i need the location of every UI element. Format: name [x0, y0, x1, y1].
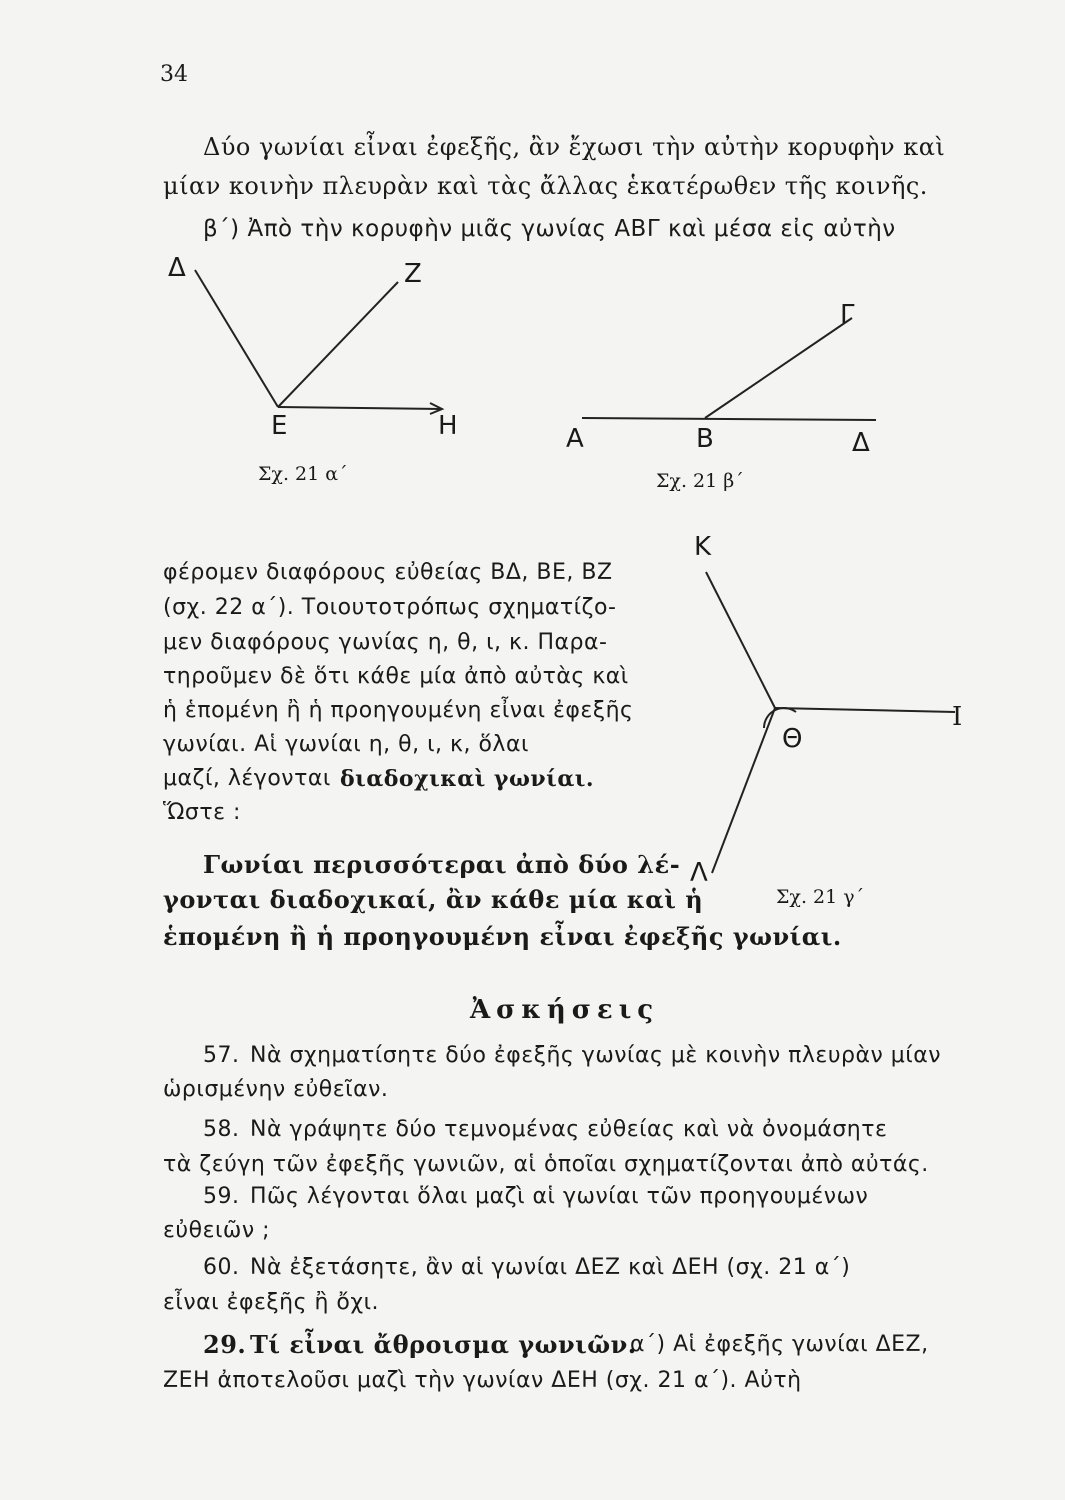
- caption-21b: Σχ. 21 β΄: [656, 470, 744, 492]
- exercise-58-line-2: τὰ ζεύγη τῶν ἐφεξῆς γωνιῶν, αἱ ὁποῖαι σχηματίζονται ἀπὸ αὐτάς.: [163, 1152, 929, 1177]
- para-line-4: τηροῦμεν δὲ ὅτι κάθε μία ἀπὸ αὐτὰς καὶ: [163, 664, 629, 689]
- label-gamma: Γ: [840, 300, 855, 330]
- label-iota: Ι: [952, 702, 963, 732]
- definition-line-2: γονται διαδοχικαί, ἂν κάθε μία καὶ ἡ: [163, 885, 704, 914]
- label-delta: Δ: [168, 253, 186, 283]
- exercise-60-line-2: εἶναι ἐφεξῆς ἢ ὄχι.: [163, 1290, 380, 1315]
- label-lambda: Λ: [690, 858, 708, 888]
- section-title: Τί εἶναι ἄθροισμα γωνιῶν.: [250, 1330, 637, 1359]
- figure-21c: [706, 572, 955, 873]
- ray-EZ: [278, 282, 398, 407]
- exercise-60-num: 60.: [203, 1255, 240, 1280]
- label-eta: Η: [438, 411, 458, 441]
- para-line-7: μαζί, λέγονται: [163, 766, 331, 791]
- exercise-57-line-2: ὡρισμένην εὐθεῖαν.: [163, 1077, 389, 1102]
- line-AD: [582, 418, 876, 420]
- caption-21a: Σχ. 21 α΄: [258, 463, 348, 485]
- para-line-1: φέρομεν διαφόρους εὐθείας ΒΔ, ΒΕ, ΒΖ: [163, 560, 613, 585]
- section-line-1-rest: α΄) Αἱ ἐφεξῆς γωνίαι ΔΕΖ,: [630, 1332, 929, 1357]
- label-kappa: Κ: [694, 532, 712, 562]
- label-beta: Β: [696, 424, 714, 454]
- exercise-59-line-2: εὐθειῶν ;: [163, 1218, 271, 1243]
- exercise-59-num: 59.: [203, 1184, 240, 1209]
- para-line-2: (σχ. 22 α΄). Τοιουτοτρόπως σχηματίζο-: [163, 595, 617, 620]
- label-delta-b: Δ: [852, 428, 870, 458]
- para-line-3: μεν διαφόρους γωνίας η, θ, ι, κ. Παρα-: [163, 630, 608, 655]
- section-line-2: ΖΕΗ ἀποτελοῦσι μαζὶ τὴν γωνίαν ΔΕΗ (σχ. 21 α΄). Αὐτὴ: [163, 1368, 802, 1393]
- exercise-58-line-1: Νὰ γράψητε δύο τεμνομένας εὐθείας καὶ νὰ ὀνομάσητε: [250, 1117, 888, 1142]
- intro-line-2: μίαν κοινὴν πλευρὰν καὶ τὰς ἄλλας ἑκατέρωθεν τῆς κοινῆς.: [163, 172, 928, 200]
- exercises-title: Ἀσκήσεις: [470, 995, 660, 1025]
- label-zeta: Ζ: [404, 259, 422, 289]
- exercise-60-line-1: Νὰ ἐξετάσητε, ἂν αἱ γωνίαι ΔΕΖ καὶ ΔΕΗ (σχ. 21 α΄): [250, 1255, 851, 1280]
- para-line-6: γωνίαι. Αἱ γωνίαι η, θ, ι, κ, ὅλαι: [163, 732, 529, 757]
- section-number: 29.: [203, 1330, 247, 1359]
- ray-ED: [195, 270, 278, 407]
- figure-21b: [582, 318, 876, 420]
- label-theta: Θ: [782, 724, 803, 754]
- ray-OI: [775, 708, 955, 712]
- label-alpha: Α: [566, 424, 584, 454]
- ray-BG: [705, 318, 852, 418]
- intro-line-3: β΄) Ἀπὸ τὴν κορυφὴν μιᾶς γωνίας ΑΒΓ καὶ μέσα εἰς αὐτὴν: [203, 216, 896, 242]
- para-term: διαδοχικαὶ γωνίαι.: [340, 766, 595, 792]
- ray-OL: [712, 708, 775, 873]
- exercise-58-num: 58.: [203, 1117, 240, 1142]
- para-line-5: ἡ ἑπομένη ἢ ἡ προηγουμένη εἶναι ἐφεξῆς: [163, 698, 634, 723]
- ray-OK: [706, 572, 775, 708]
- label-epsilon: Ε: [271, 411, 288, 441]
- page-number: 34: [160, 62, 188, 87]
- exercise-57-line-1: Νὰ σχηματίσητε δύο ἐφεξῆς γωνίας μὲ κοινὴν πλευρὰν μίαν: [250, 1043, 942, 1068]
- intro-line-1: Δύο γωνίαι εἶναι ἐφεξῆς, ἂν ἔχωσι τὴν αὐτὴν κορυφὴν καὶ: [203, 133, 946, 161]
- figure-21a: [195, 270, 442, 414]
- ray-EH: [278, 407, 442, 409]
- caption-21c: Σχ. 21 γ΄: [776, 886, 865, 908]
- definition-line-3: ἑπομένη ἢ ἡ προηγουμένη εἶναι ἐφεξῆς γωνίαι.: [163, 922, 842, 951]
- exercise-59-line-1: Πῶς λέγονται ὅλαι μαζὶ αἱ γωνίαι τῶν προηγουμένων: [250, 1184, 869, 1209]
- definition-line-1: Γωνίαι περισσότεραι ἀπὸ δύο λέ-: [203, 850, 681, 879]
- para-line-8: Ὥστε :: [163, 800, 241, 825]
- exercise-57-num: 57.: [203, 1043, 240, 1068]
